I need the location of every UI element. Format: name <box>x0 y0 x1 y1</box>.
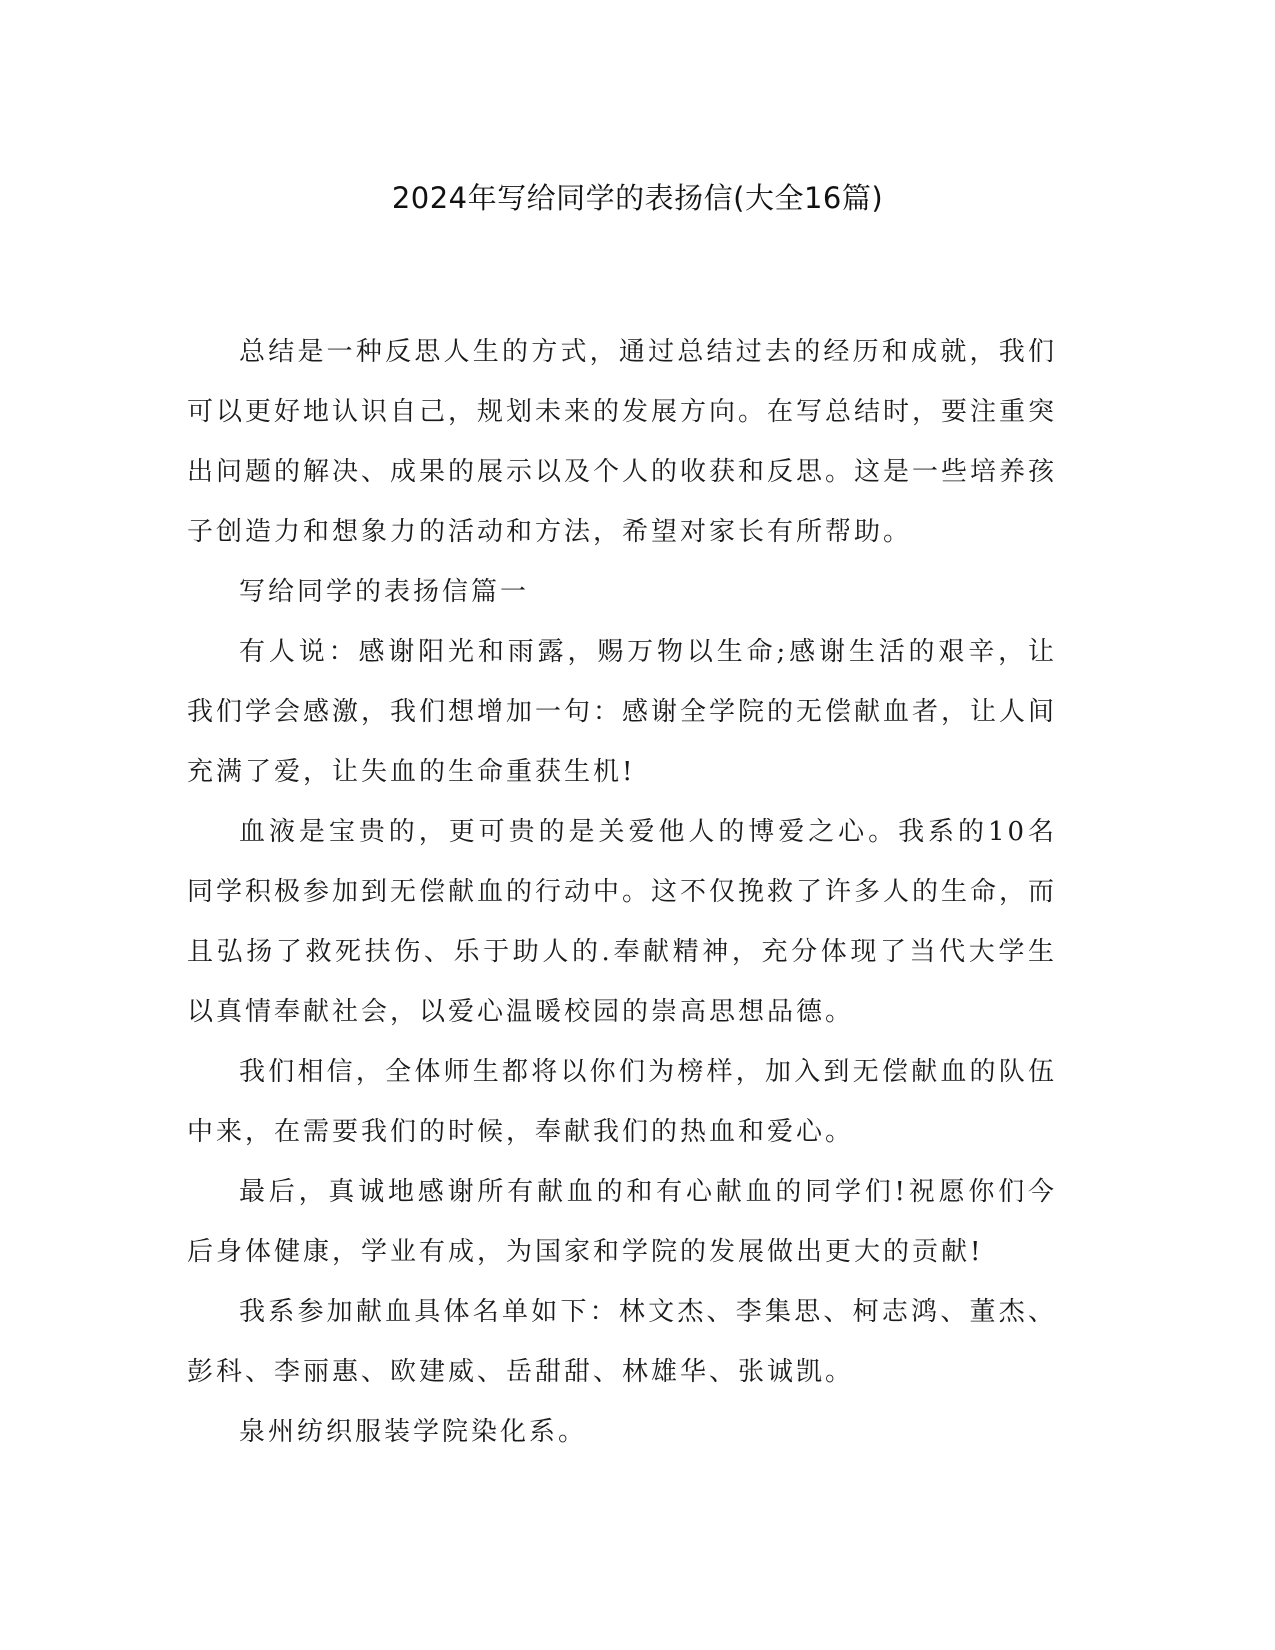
section-heading: 写给同学的表扬信篇一 <box>239 577 530 607</box>
paragraph-closing: 最后，真诚地感谢所有献血的和有心献血的同学们!祝愿你们今后身体健康，学业有成，为国家和学院的发展做出更大的贡献! <box>187 1177 1057 1267</box>
paragraph-belief: 我们相信，全体师生都将以你们为榜样，加入到无偿献血的队伍中来，在需要我们的时候，奉献我们的热血和爱心。 <box>187 1057 1057 1147</box>
document-title: 2024年写给同学的表扬信(大全16篇) <box>391 181 884 215</box>
paragraph-blood: 血液是宝贵的，更可贵的是关爱他人的博爱之心。我系的10名同学积极参加到无偿献血的行动中。这不仅挽救了许多人的生命，而且弘扬了救死扶伤、乐于助人的.奉献精神，充分体现了当代大学生以真情奉献社会，以爱心温暖校园的崇高思想品德。 <box>187 817 1058 1027</box>
paragraph-signature: 泉州纺织服装学院染化系。 <box>239 1417 588 1447</box>
document-body <box>187 322 1057 1462</box>
paragraph-intro: 总结是一种反思人生的方式，通过总结过去的经历和成就，我们可以更好地认识自己，规划未来的发展方向。在写总结时，要注重突出问题的解决、成果的展示以及个人的收获和反思。这是一些培养孩子创造力和想象力的活动和方法，希望对家长有所帮助。 <box>187 337 1058 547</box>
paragraph-thanks: 有人说：感谢阳光和雨露，赐万物以生命;感谢生活的艰辛，让我们学会感激，我们想增加一句：感谢全学院的无偿献血者，让人间充满了爱，让失血的生命重获生机! <box>187 637 1058 787</box>
paragraph-name-list: 我系参加献血具体名单如下：林文杰、李集思、柯志鸿、董杰、彭科、李丽惠、欧建威、岳甜甜、林雄华、张诚凯。 <box>187 1297 1057 1387</box>
